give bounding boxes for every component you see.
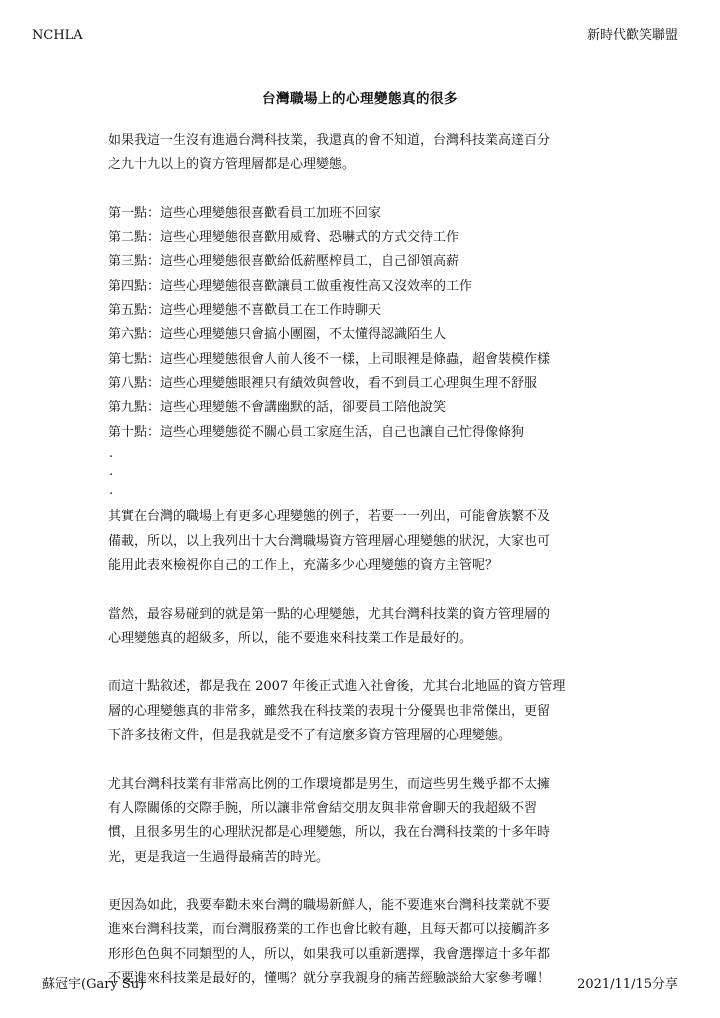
point-item: 第九點：這些心理變態不會講幽默的話，卻要員工陪他說笑 — [108, 400, 447, 416]
text-line: 更因為如此，我要奉勸未來台灣的職場新鮮人，能不要進來台灣科技業就不要 — [108, 898, 551, 914]
dot: . — [109, 445, 114, 461]
text-line: 當然，最容易碰到的就是第一點的心理變態，尤其台灣科技業的資方管理層的 — [108, 606, 551, 622]
text-line: 不要進來科技業是最好的，懂嗎？就分享我親身的痛苦經驗談給大家參考囉！ — [108, 971, 551, 986]
text-line: 層的心理變態真的非常多，雖然我在科技業的表現十分優異也非常傑出，更留 — [108, 703, 551, 719]
paragraph-first-point — [108, 603, 628, 652]
text-line: 其實在台灣的職場上有更多心理變態的例子，若要一一列出，可能會族繁不及 — [108, 509, 551, 525]
text-line: 慣，且很多男生的心理狀況都是心理變態，所以，我在台灣科技業的十多年時 — [108, 825, 551, 841]
intro-paragraph — [108, 129, 628, 178]
paragraph-environment — [108, 773, 628, 870]
text-line: 而這十點敘述，都是我在 2007 年後正式進入社會後，尤其台北地區的資方管理 — [108, 679, 566, 695]
footer-date: 2021/11/15分享 — [577, 977, 678, 992]
point-item: 第六點：這些心理變態只會搞小團圈，不太懂得認識陌生人 — [108, 327, 447, 343]
point-item: 第一點：這些心理變態很喜歡看員工加班不回家 — [108, 205, 382, 221]
point-item: 第七點：這些心理變態很會人前人後不一樣，上司眼裡是條蟲，超會裝模作樣 — [108, 351, 551, 367]
dot: . — [109, 464, 114, 480]
point-item: 第五點：這些心理變態不喜歡員工在工作時聊天 — [108, 303, 382, 319]
header-org-abbrev: NCHLA — [32, 28, 83, 43]
text-line: 形形色色與不同類型的人，所以，如果我可以重新選擇，我會選擇這十多年都 — [108, 946, 551, 962]
point-item: 第二點：這些心理變態很喜歡用威脅、恐嚇式的方式交待工作 — [108, 230, 460, 246]
points-list — [108, 202, 628, 445]
footer-author: 蘇冠宇(Gary Su) — [42, 977, 145, 992]
point-item: 第三點：這些心理變態很喜歡給低薪壓榨員工，自己卻領高薪 — [108, 254, 460, 270]
text-line: 之九十九以上的資方管理層都是心理變態。 — [108, 157, 356, 173]
paragraph-experience — [108, 675, 628, 748]
point-item: 第十點：這些心理變態從不關心員工家庭生活，自己也讓自己忙得像條狗 — [108, 424, 525, 440]
document-title: 台灣職場上的心理變態真的很多 — [262, 91, 458, 107]
text-line: 下許多技術文件，但是我就是受不了有這麼多資方管理層的心理變態。 — [108, 728, 512, 744]
text-line: 能用此表來檢視你自己的工作上，充滿多少心理變態的資方主管呢？ — [108, 557, 499, 573]
point-item: 第八點：這些心理變態眼裡只有績效與營收，看不到員工心理與生理不舒服 — [108, 375, 538, 391]
text-line: 備載，所以，以上我列出十大台灣職場資方管理層心理變態的狀況，大家也可 — [108, 533, 551, 549]
text-line: 進來台灣科技業，而台灣服務業的工作也會比較有趣，且每天都可以接觸許多 — [108, 922, 551, 938]
dot: . — [109, 482, 114, 498]
text-line: 光，更是我這一生過得最痛苦的時光。 — [108, 849, 330, 865]
ellipsis-dots — [108, 445, 628, 501]
text-line: 心理變態真的超級多，所以，能不要進來科技業工作是最好的。 — [108, 630, 473, 646]
text-line: 如果我這一生沒有進過台灣科技業，我還真的會不知道，台灣科技業高達百分 — [108, 133, 551, 148]
text-line: 有人際關係的交際手腕，所以讓非常會結交朋友與非常會聊天的我超級不習 — [108, 800, 538, 816]
paragraph-examples — [108, 505, 628, 578]
text-line: 尤其台灣科技業有非常高比例的工作環境都是男生，而這些男生幾乎都不太擁 — [108, 776, 551, 792]
header-org-name: 新時代歡笑聯盟 — [586, 28, 678, 43]
point-item: 第四點：這些心理變態很喜歡讓員工做重複性高又沒效率的工作 — [108, 278, 473, 294]
document-body — [108, 129, 628, 1016]
paragraph-advice — [108, 894, 628, 991]
